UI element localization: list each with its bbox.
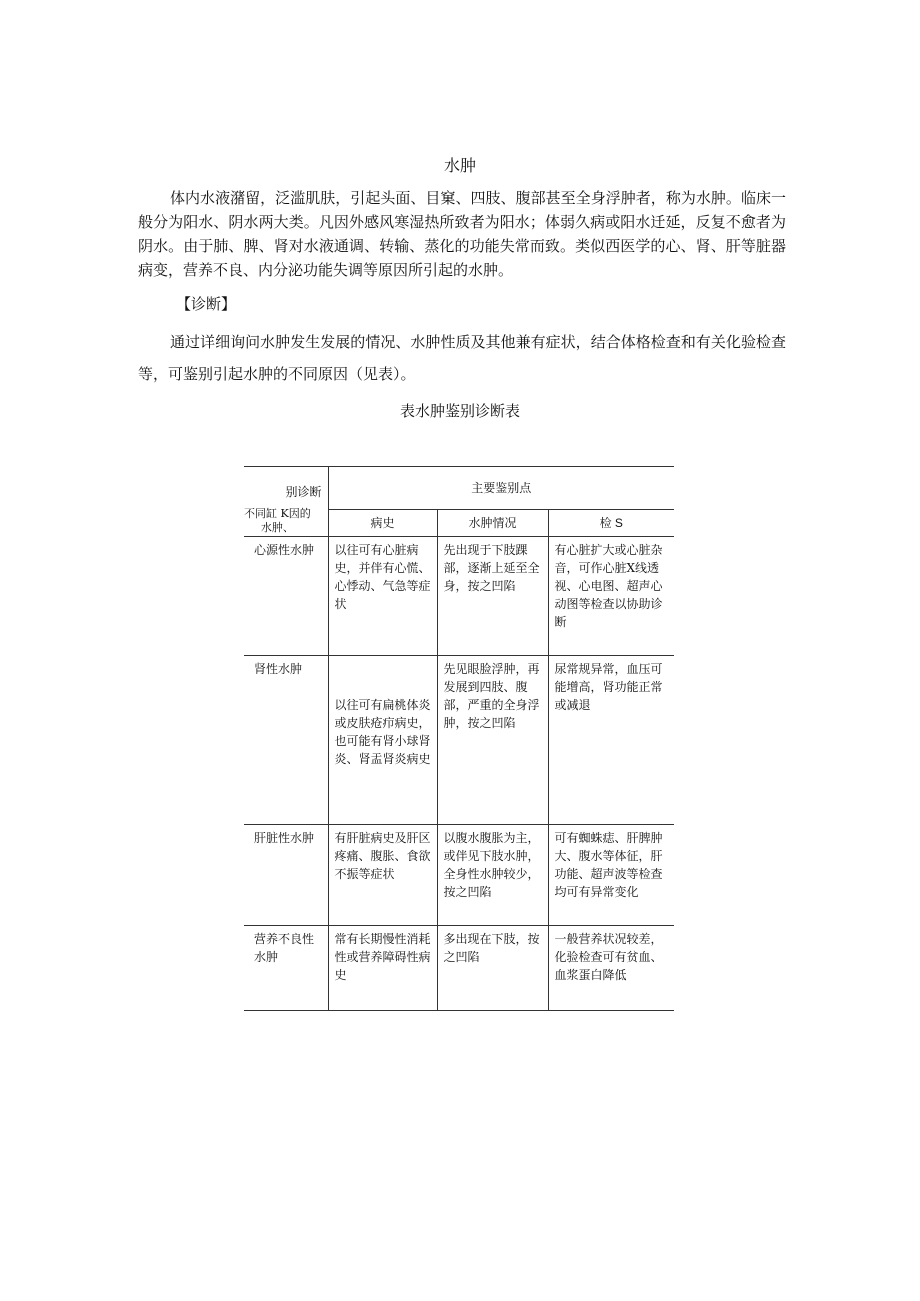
table-row: [244, 825, 674, 926]
row-type-cell: 营养不良性水肿: [244, 926, 328, 1011]
column-header-edema: 水肿情况: [437, 510, 548, 537]
history-cell: 以往可有扁桃体炎或皮肤疮疖病史，也可能有肾小球肾炎、肾盂肾炎病史: [328, 656, 437, 825]
intro-paragraph: 体内水液潴留，泛滥肌肤，引起头面、目窠、四肢、腹部甚至全身浮肿者，称为水肿。临床一般分为阳水、阴水两大类。凡因外感风寒湿热所致者为阳水；体弱久病或阳水迁延，反复不愈者为阴水。由于肺、脾、肾对水液通调、转输、蒸化的功能失常而致。类似西医学的心、肾、肝等脏器病变，营养不良、内分泌功能失调等原因所引起的水肿。: [138, 189, 786, 279]
corner-label-bottom: 不同缸 K因的 水肿、: [244, 507, 311, 534]
main-criteria-header: 主要鉴别点: [328, 467, 674, 510]
edema-cell: 先出现于下肢踝部，逐渐上延至全身，按之凹陷: [437, 537, 548, 656]
exam-cell: 有心脏扩大或心脏杂音，可作心脏X线透视、心电图、超声心动图等检查以协助诊断: [548, 537, 674, 656]
edema-cell: 先见眼脸浮肿，再发展到四肢、腹部，严重的全身浮肿，按之凹陷: [437, 656, 548, 825]
table-row: [244, 926, 674, 1011]
row-type-cell: 肝脏性水肿: [244, 825, 328, 926]
column-header-history: 病史: [328, 510, 437, 537]
history-cell: 常有长期慢性消耗性或营养障碍性病史: [328, 926, 437, 1011]
table-corner-header: [244, 467, 328, 537]
row-type-cell: 心源性水肿: [244, 537, 328, 656]
table-row: [244, 656, 674, 825]
edema-cell: 以腹水腹胀为主，或伴见下肢水肿，全身性水肿较少，按之凹陷: [437, 825, 548, 926]
edema-cell: 多出现在下肢，按之凹陷: [437, 926, 548, 1011]
row-type-cell: 肾性水肿: [244, 656, 328, 825]
table-row: [244, 537, 674, 656]
history-cell: 以往可有心脏病史，并伴有心慌、心悸动、气急等症状: [328, 537, 437, 656]
table-caption: 表水肿鉴别诊断表: [399, 402, 520, 420]
page-title: 水肿: [443, 156, 476, 175]
history-cell: 有肝脏病史及肝区疼痛、腹胀、食欲不振等症状: [328, 825, 437, 926]
differential-diagnosis-table: [244, 466, 674, 1011]
corner-label-top: 别诊断: [285, 485, 322, 499]
column-header-exam: 检 S: [548, 510, 674, 537]
exam-cell: 尿常规异常，血压可能增高，肾功能正常或减退: [548, 656, 674, 825]
diagnosis-paragraph: 通过详细询问水肿发生发展的情况、水肿性质及其他兼有症状，结合体格检查和有关化验检查等，可鉴别引起水肿的不同原因（见表）。: [138, 333, 786, 383]
section-heading-diagnosis: 【诊断】: [176, 295, 237, 313]
exam-cell: 一般营养状况较差，化验检查可有贫血、血浆蛋白降低: [548, 926, 674, 1011]
exam-cell: 可有蜘蛛痣、肝脾肿大、腹水等体征，肝功能、超声波等检查均可有异常变化: [548, 825, 674, 926]
